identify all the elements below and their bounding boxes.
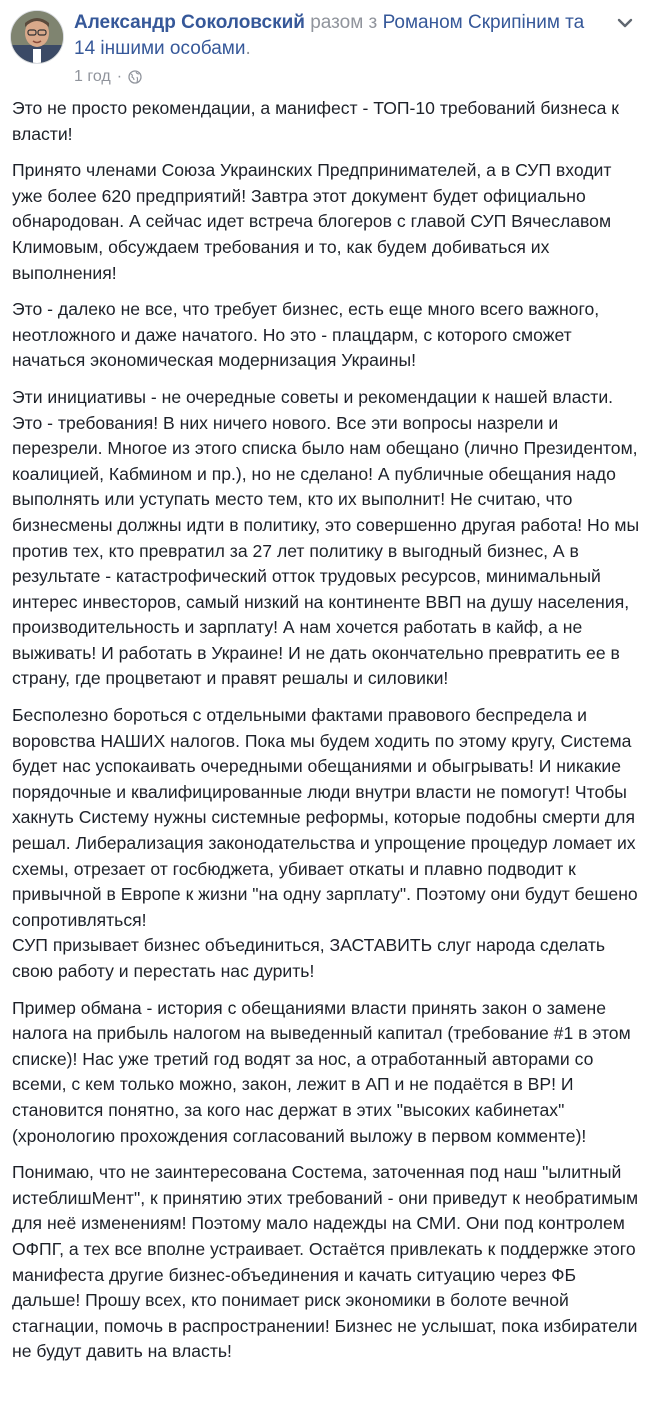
author-name-link[interactable]: Александр Соколовский [74,12,305,33]
timestamp-link[interactable]: 1 год [74,68,111,85]
post-paragraph: Пример обмана - история с обещаниями власти принять закон о замене налога на прибыль налогом на выведенный капитал (требование #1 в этом списке)! Нас уже третий год водят за нос, а отработанный авторами со всеми, с кем только можно, закон, лежит в АП и не подаётся в ВР! И становится понятно, за кого нас держат в этих "высоких кабинетах" (хронологию прохождения согласований выложу в первом комменте)! [12,997,631,1146]
tagged-people-link[interactable]: Романом Скрипіним та 14 іншими особами [74,12,585,59]
avatar-photo-icon [11,11,63,63]
globe-icon[interactable] [128,70,142,84]
headline-period: . [245,38,251,59]
post-header [0,0,650,96]
meta-separator: · [116,68,123,85]
post-paragraph: Принято членами Союза Украинских Предпринимателей, а в СУП входит уже более 620 предприятий! Завтра этот документ будет официально обнародован. А сейчас идет встреча блогеров с главой СУП Вячеславом Климовым, обсуждаем требования и то, как будем добиваться их выполнения! [12,160,612,283]
post-paragraph: Бесполезно бороться с отдельными фактами правового беспредела и воровства НАШИХ налогов. Пока мы будем ходить по этому кругу, Система будет нас успокаивать очередными обещаниями и обыгрывать! И никакие порядочные и квалифицированные люди внутри власти не помогут! Чтобы хакнуть Систему нужны системные реформы, которые подобны смерти для решал. Либерализация законодательства и упрощение процедур ломает их схемы, отрезает от госбюджета, убивает откаты и плавно подводит к привычной в Европе к жизни "на одну зарплату". Поэтому они будут бешено сопротивляться! СУП призывает бизнес объединиться, ЗАСТАВИТЬ слуг народа сделать свою работу и перестать нас дурить! [12,705,638,981]
post-body [12,96,642,1376]
post-paragraph: Понимаю, что не заинтересована Состема, заточенная под наш "ылитный истеблишМент", к принятию этих требований - они приведут к необратимым для неё изменениям! Поэтому мало надежды на СМИ. Они под контролем ОФПГ, а тех все вполне устраивает. Остаётся привлекать к поддержке этого манифеста другие бизнес-объединения и качать ситуацию через ФБ дальше! Прошу всех, кто понимает риск экономики в болоте вечной стагнации, помочь в распространении! Бизнес не услышат, пока избиратели не будут давить на власть! [12,1162,639,1362]
avatar[interactable] [10,10,64,64]
post-paragraph: Это - далеко не все, что требует бизнес, есть еще много всего важного, неотложного и даже начатого. Но это - плацдарм, с которого сможет начаться экономическая модернизация Украины! [12,299,600,371]
chevron-down-icon[interactable] [614,12,636,34]
post-meta [74,68,142,86]
post-paragraph: Эти инициативы - не очередные советы и рекомендации к нашей власти. Это - требования! В них ничего нового. Все эти вопросы назрели и перезрели. Многое из этого списка было нам обещано (лично Президентом, коалицией, Кабмином и пр.), но не сделано! А публичные обещания надо выполнять или уступать место тем, кто их выполнит! Не считаю, что бизнесмены должны идти в политику, это совершенно другая работа! Но мы против тех, кто превратил за 27 лет политику в выгодный бизнес, А в результате - катастрофический отток трудовых ресурсов, минимальный интерес инвесторов, самый низкий на континенте ВВП на душу населения, производительность и зарплату! А нам хочется работать в кайф, а не выживать! И работать в Украине! И не дать окончательно превратить ее в страну, где процветают и правят решалы и силовики! [12,386,640,689]
post-headline [74,10,594,62]
post-paragraph: Это не просто рекомендации, а манифест - ТОП-10 требований бизнеса к власти! [12,98,619,144]
with-text: разом з [304,12,383,33]
